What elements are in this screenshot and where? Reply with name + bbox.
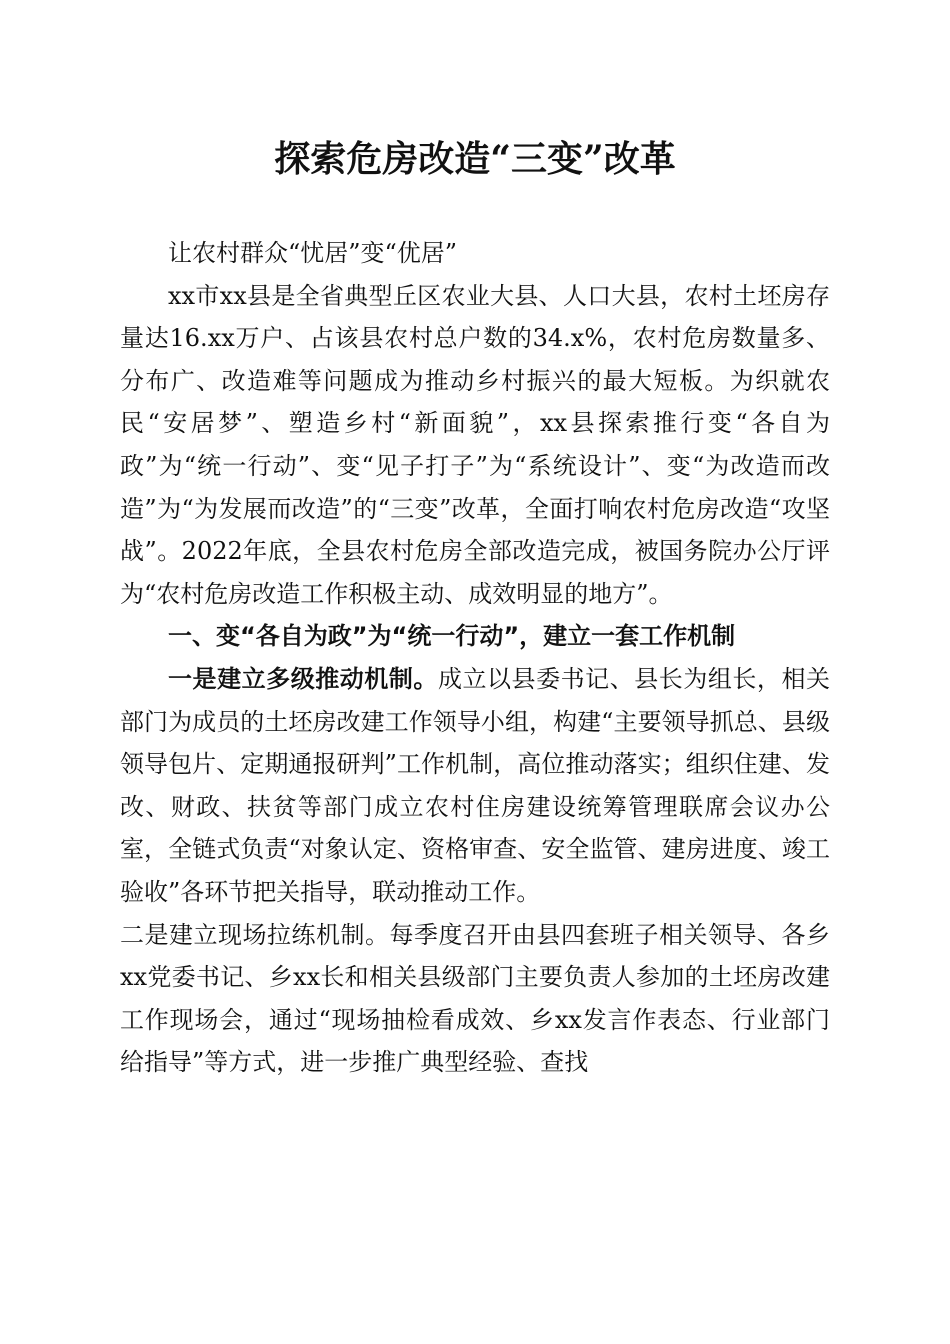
document-body [120,232,830,1084]
intro-paragraph: xx市xx县是全省典型丘区农业大县、人口大县，农村土坯房存量达16.xx万户、占该县农村总户数的34.x%，农村危房数量多、分布广、改造难等问题成为推动乡村振兴的最大短板。为织就农民“安居梦”、塑造乡村“新面貌”，xx县探索推行变“各自为政”为“统一行动”、变“见子打子”为“系统设计”、变“为改造而改造”为“为发展而改造”的“三变”改革，全面打响农村危房改造“攻坚战”。2022年底，全县农村危房全部改造完成，被国务院办公厅评为“农村危房改造工作积极主动、成效明显的地方”。 [120,281,830,608]
point-two-paragraph [120,914,830,1084]
point-one-text: 成立以县委书记、县长为组长，相关部门为成员的土坯房改建工作领导小组，构建“主要领导抓总、县级领导包片、定期通报研判”工作机制，高位推动落实；组织住建、发改、财政、扶贫等部门成立农村住房建设统筹管理联席会议办公室，全链式负责“对象认定、资格审查、安全监管、建房进度、竣工验收”各环节把关指导，联动推动工作。 [120,664,831,906]
point-two-lead: 二是建立现场拉练机制。 [120,920,390,949]
point-one-paragraph [120,658,830,914]
section-heading: 一、变“各自为政”为“统一行动”，建立一套工作机制 [168,622,736,651]
document-title: 探索危房改造“三变”改革 [274,138,676,180]
point-two-text: 每季度召开由县四套班子相关领导、各乡xx党委书记、乡xx长和相关县级部门主要负责人参加的土坯房改建工作现场会，通过“现场抽检看成效、乡xx发言作表态、行业部门给指导”等方式，进一步推广典型经验、查找 [120,920,830,1077]
point-one-lead: 一是建立多级推动机制。 [168,663,438,693]
subtitle-paragraph: 让农村群众“忧居”变“优居” [168,239,458,267]
